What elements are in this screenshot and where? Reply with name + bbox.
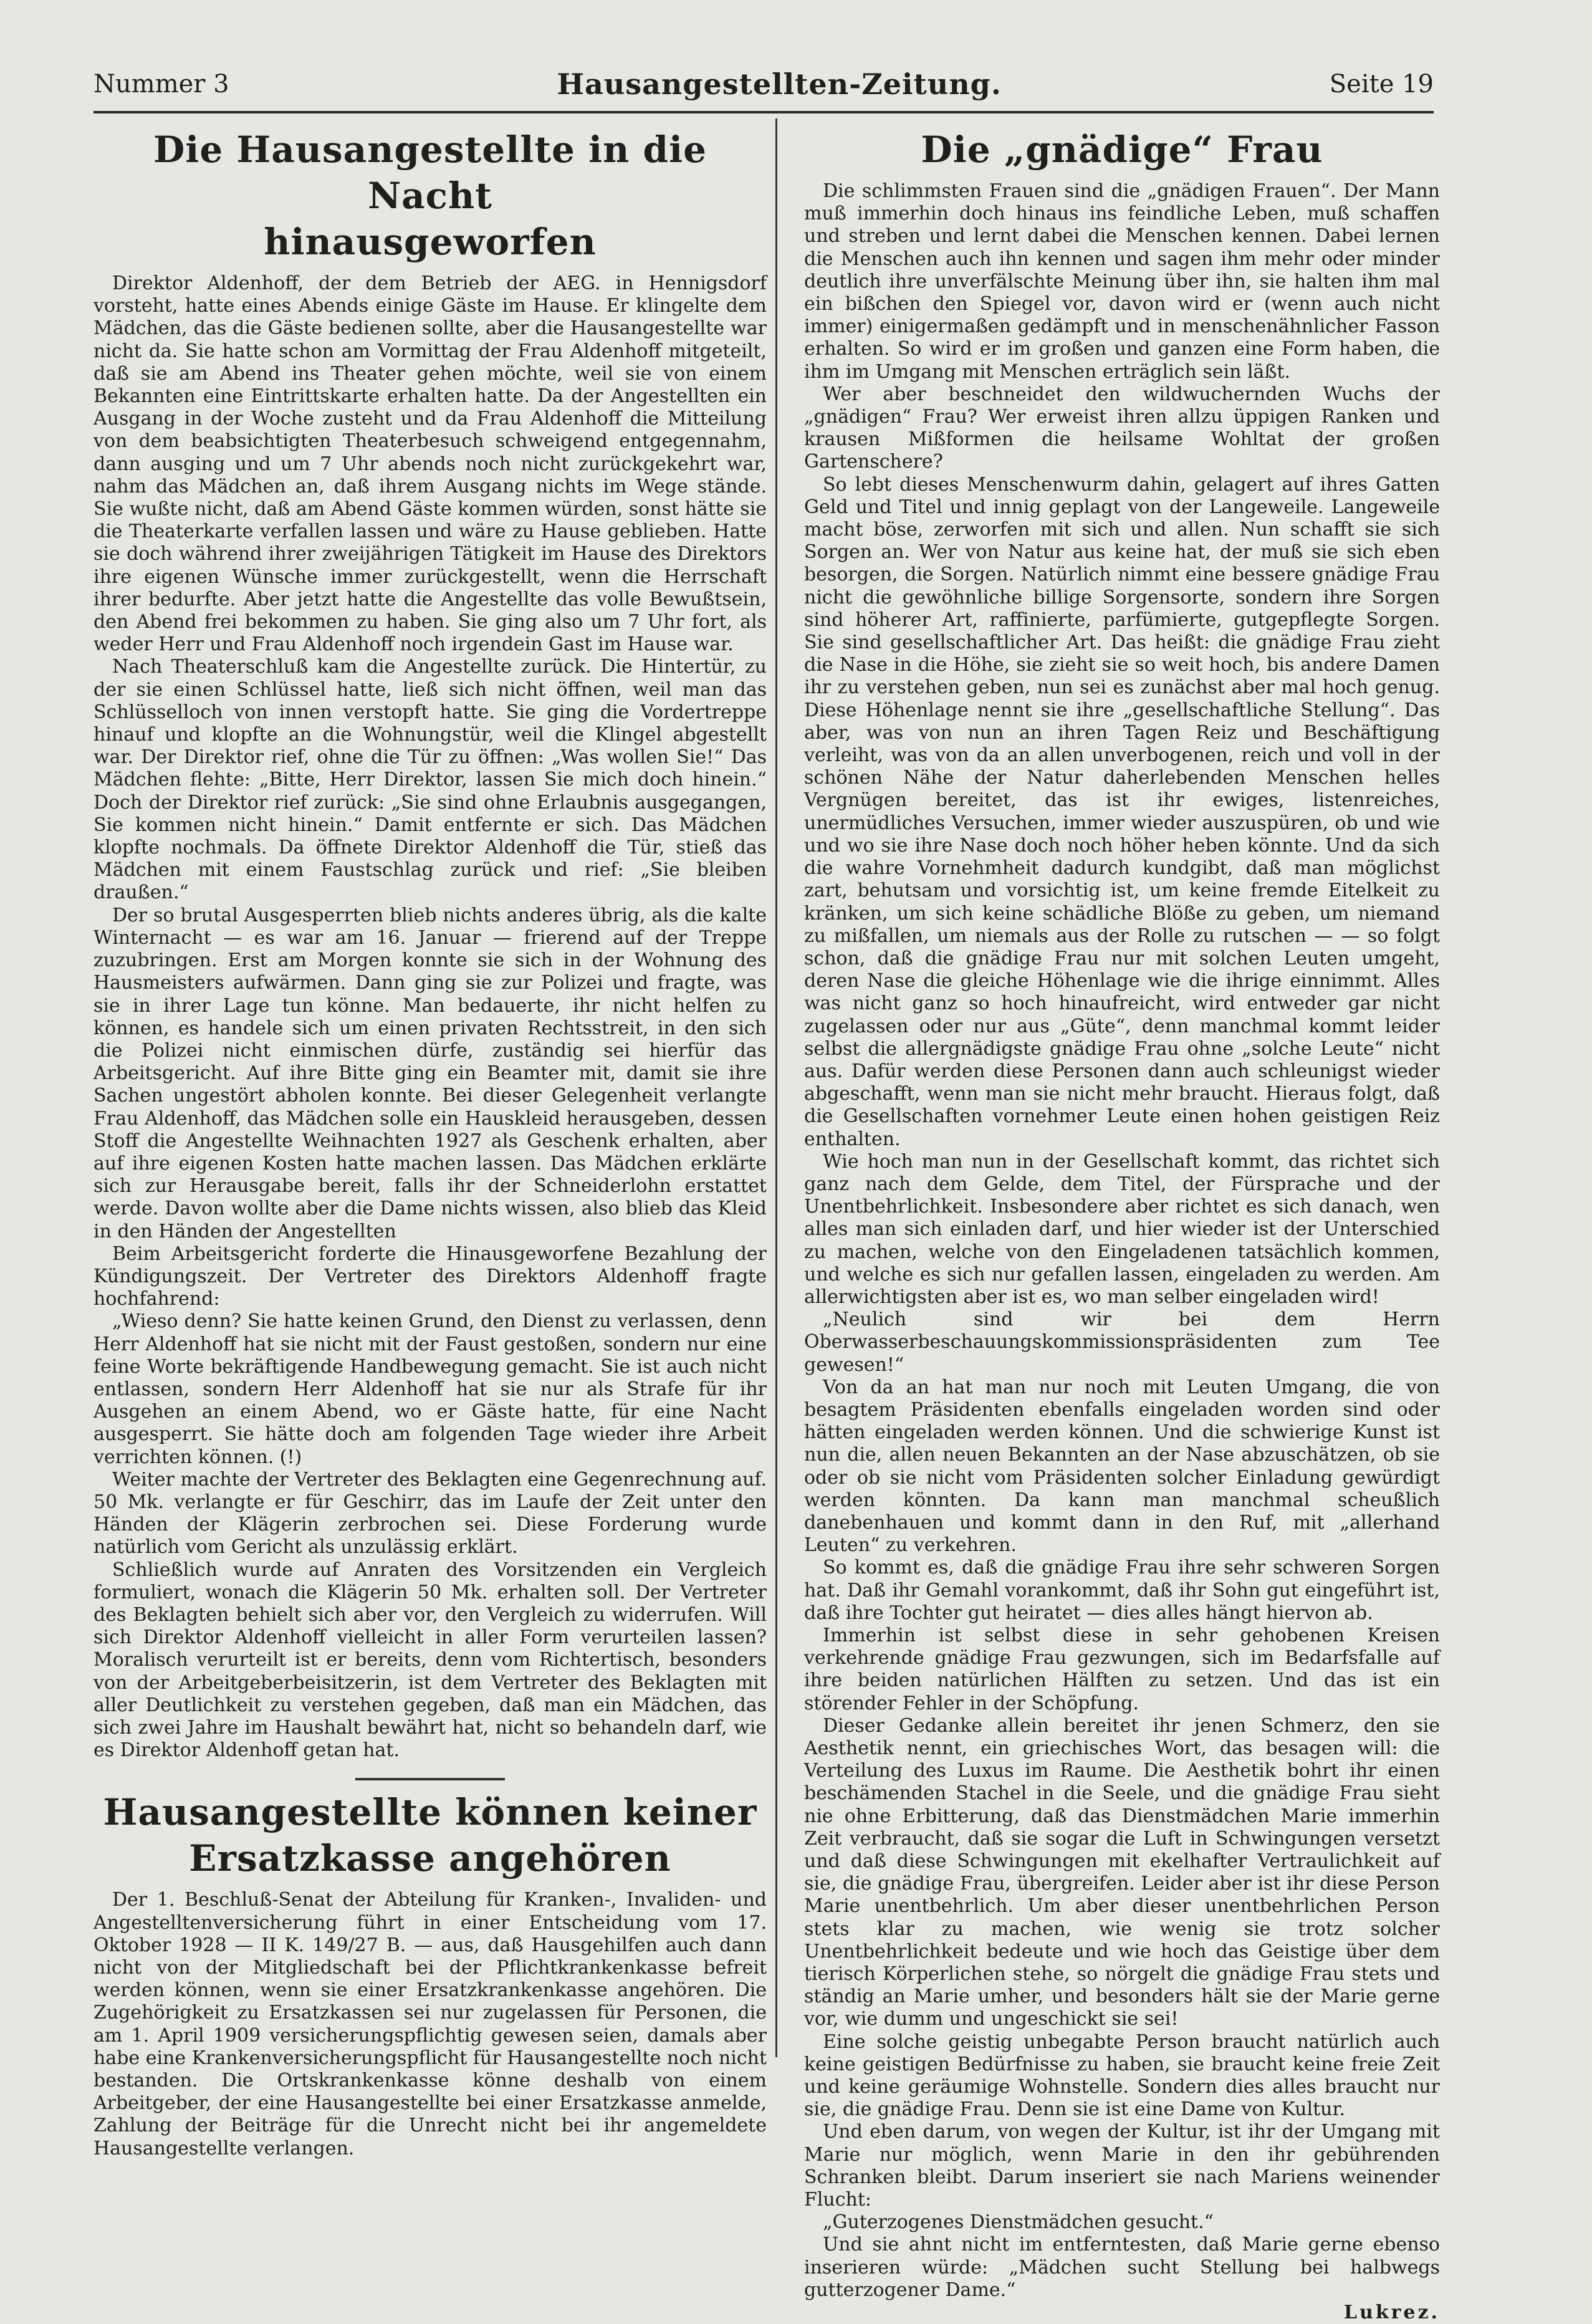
article-paragraph: Weiter machte der Vertreter des Beklagten eine Gegenrechnung auf. 50 Mk. verlangte er für Geschirr, das im Laufe der Zeit unter den Händen der Klägerin zerbrochen sei. Diese Forderung wurde natürlich vom Gericht als unzulässig erklärt. bbox=[94, 1468, 767, 1558]
issue-number: Nummer 3 bbox=[94, 70, 229, 98]
article-paragraph: „Neulich sind wir bei dem Herrn Oberwasserbeschauungskommissionspräsidenten zum Tee gewesen!“ bbox=[804, 1308, 1440, 1376]
article-paragraph: Die schlimmsten Frauen sind die „gnädigen Frauen“. Der Mann muß immerhin doch hinaus ins feindliche Leben, muß schaffen und streben und lernt dabei die Menschen kennen. Dabei lernen die Menschen auch ihn kennen und sagen ihm mehr oder minder deutlich ihre unverfälschte Meinung über ihn, sie halten ihm mal ein bißchen den Spiegel vor, davon wird er (wenn auch nicht immer) einigermaßen gedämpft und in menschenähnlicher Fasson erhalten. So wird er im großen und ganzen eine Form haben, die ihm im Umgang mit Menschen erträglich sein läßt. bbox=[804, 180, 1440, 383]
page-number: Seite 19 bbox=[1329, 70, 1434, 98]
article-paragraph: Direktor Aldenhoff, der dem Betrieb der AEG. in Hennigsdorf vorsteht, hatte eines Abends einige Gäste im Hause. Er klingelte dem Mädchen, das die Gäste bedienen sollte, aber die Hausangestellte war nicht da. Sie hatte schon am Vormittag der Frau Aldenhoff mitgeteilt, daß sie am Abend ins Theater gehen möchte, weil sie von einem Bekannten eine Eintrittskarte erhalten hatte. Da der Angestellten ein Ausgang in der Woche zusteht und da Frau Aldenhoff die Mitteilung von dem beabsichtigten Theaterbesuch schweigend entgegennahm, dann ausging und um 7 Uhr abends noch nicht zurückgekehrt war, nahm das Mädchen an, daß ihrem Ausgang nichts im Wege stände. Sie wußte nicht, daß am Abend Gäste kommen würden, sonst hätte sie die Theaterkarte verfallen lassen und wäre zu Hause geblieben. Hatte sie doch während ihrer zweijährigen Tätigkeit im Hause des Direktors ihre eigenen Wünsche immer zurückgestellt, wenn die Herrschaft ihrer bedurfte. Aber jetzt hatte die Angestellte das volle Bewußtsein, den Abend frei bekommen zu haben. Sie ging also um 7 Uhr fort, als weder Herr und Frau Aldenhoff noch irgendein Gast im Hause war. bbox=[94, 272, 767, 656]
right-column bbox=[804, 122, 1440, 2324]
article-paragraph: Nach Theaterschluß kam die Angestellte zurück. Die Hintertür, zu der sie einen Schlüssel hatte, ließ sich nicht öffnen, weil man das Schlüsselloch von innen verstopft hatte. Sie ging die Vordertreppe hinauf und klopfte an die Wohnungstür, weil die Klingel abgestellt war. Der Direktor rief, ohne die Tür zu öffnen: „Was wollen Sie!“ Das Mädchen flehte: „Bitte, Herr Direktor, lassen Sie mich doch hinein.“ Doch der Direktor rief zurück: „Sie sind ohne Erlaubnis ausgegangen, Sie kommen nicht hinein.“ Damit entfernte er sich. Das Mädchen klopfte nochmals. Da öffnete Direktor Aldenhoff die Tür, stieß das Mädchen mit einem Faustschlag zurück und rief: „Sie bleiben draußen.“ bbox=[94, 656, 767, 904]
article-paragraph: „Guterzogenes Dienstmädchen gesucht.“ bbox=[823, 2211, 1214, 2234]
headline-line-2: hinausgeworfen bbox=[264, 221, 597, 263]
article-paragraph: Der 1. Beschluß-Senat der Abteilung für Kranken-, Invaliden- und Angestelltenversicherung führt in einer Entscheidung vom 17. Oktober 1928 — II K. 149/27 B. — aus, daß Hausgehilfen auch dann nicht von der Mitgliedschaft bei der Pflichtkrankenkasse befreit werden können, wenn sie einer Ersatzkrankenkasse angehören. Die Zugehörigkeit zu Ersatzkassen sei nur zugelassen für Personen, die am 1. April 1909 versicherungspflichtig gewesen seien, damals aber habe eine Krankenversicherungspflicht für Hausangestellte noch nicht bestanden. Die Ortskrankenkasse könne deshalb von einem Arbeitgeber, der eine Hausangestellte bei einer Ersatzkasse anmelde, Zahlung der Beiträge für die Unrecht nicht bei ihr angemeldete Hausangestellte verlangen. bbox=[94, 1889, 767, 2159]
article-paragraph: Immerhin ist selbst diese in sehr gehobenen Kreisen verkehrende gnädige Frau gezwungen, sich im Bedarfsfalle auf ihre beiden natürlichen Hälften zu setzen. Und das ist ein störender Fehler in der Schöpfung. bbox=[804, 1625, 1440, 1714]
article-headline-night bbox=[94, 127, 767, 265]
headline-line-1: Die Hausangestellte in die Nacht bbox=[153, 128, 707, 217]
article-paragraph: Beim Arbeitsgericht forderte die Hinausgeworfene Bezahlung der Kündigungszeit. Der Vertreter des Direktors Aldenhoff fragte hochfahrend: bbox=[94, 1242, 767, 1310]
left-column bbox=[94, 122, 767, 2159]
article-separator bbox=[355, 1778, 505, 1780]
author-signature: Lukrez. bbox=[1343, 2302, 1440, 2324]
headline-line-1: Hausangestellte können keiner bbox=[103, 1791, 757, 1834]
article-paragraph: So lebt dieses Menschenwurm dahin, gelagert auf ihres Gatten Geld und Titel und innig geplagt von der Langeweile. Langeweile macht böse, zerworfen mit sich und allen. Nun schafft sie sich Sorgen an. Wer von Natur aus keine hat, der muß sie sich eben besorgen, die Sorgen. Natürlich nimmt eine bessere gnädige Frau nicht die gewöhnliche billige Sorgensorte, sondern ihre Sorgen sind höherer Art, raffinierte, parfümierte, gutgepflegte Sorgen. Sie sind gesellschaftlicher Art. Das heißt: die gnädige Frau zieht die Nase in die Höhe, sie zieht sie so weit hoch, bis andere Damen ihr zu verstehen geben, nun sei es zunächst aber mal hoch genug. Diese Höhenlage nennt sie ihre „gesellschaftliche Stellung“. Das aber, was von nun an ihren Tagen Reiz und Beschäftigung verleiht, was von da an allen unverbogenen, reich und voll in der schönen Nähe der Natur daherlebenden Menschen helles Vergnügen bereitet, das ist ihr ewiges, listenreiches, unermüdliches Versuchen, immer wieder auszuspüren, ob und wie und wo sie ihre Nase doch noch höher heben könnte. Und da sich die wahre Vornehmheit dadurch kundgibt, daß man möglichst zart, behutsam und vorsichtig ist, um keine fremde Eitelkeit zu kränken, um sich keine schädliche Blöße zu geben, um niemand zu mißfallen, um niemals aus der Rolle zu rutschen — — so folgt schon, daß die gnädige Frau nur mit solchen Leuten umgeht, deren Nase die gleiche Höhenlage wie die ihrige einnimmt. Alles was nicht ganz so hoch hinaufreicht, wird entweder gar nicht zugelassen oder nur aus „Güte“, denn manchmal kommt leider selbst die allergnädigste gnädige Frau ohne „solche Leute“ nicht aus. Dafür werden diese Personen dann auch schleunigst wieder abgeschafft, wenn man sie nicht mehr braucht. Hieraus folgt, daß die Gesellschaften vornehmer Leute einen hohen geistigen Reiz enthalten. bbox=[804, 473, 1440, 1150]
column-divider bbox=[775, 118, 777, 2057]
article-paragraph: Wie hoch man nun in der Gesellschaft kommt, das richtet sich ganz nach dem Gelde, dem Titel, der Fürsprache und der Unentbehrlichkeit. Insbesondere aber richtet es sich danach, wen alles man sich einladen darf, und hier wieder ist der Unterschied zu machen, welche von den Eingeladenen tatsächlich kommen, und welche es sich nur gefallen lassen, eingeladen zu werden. Am allerwichtigsten aber ist es, wo man selber eingeladen wird! bbox=[804, 1150, 1440, 1308]
newspaper-title: Hausangestellten-Zeitung. bbox=[557, 67, 1002, 101]
article-headline-gnaedige-frau: Die „gnädige“ Frau bbox=[921, 128, 1323, 171]
header-divider bbox=[94, 111, 1434, 113]
article-paragraph: Und sie ahnt nicht im entferntesten, daß Marie gerne ebenso inserieren würde: „Mädchen sucht Stellung bei halbwegs gutterzogener Dame.“ bbox=[804, 2234, 1440, 2301]
article-paragraph: Der so brutal Ausgesperrten blieb nichts anderes übrig, als die kalte Winternacht — es war am 16. Januar — frierend auf der Treppe zuzubringen. Erst am Morgen konnte sie sich in der Wohnung des Hausmeisters aufwärmen. Dann ging sie zur Polizei und fragte, was sie in ihrer Lage tun könne. Man bedauerte, ihr nicht helfen zu können, es handele sich um einen privaten Rechtsstreit, in den sich die Polizei nicht einmischen dürfe, zuständig sei hierfür das Arbeitsgericht. Auf ihre Bitte ging ein Beamter mit, damit sie ihre Sachen ungestört abholen konnte. Bei dieser Gelegenheit verlangte Frau Aldenhoff, das Mädchen solle ein Hauskleid herausgeben, dessen Stoff die Angestellte Weihnachten 1927 als Geschenk erhalten, aber auf ihre eigenen Kosten hatte machen lassen. Das Mädchen erklärte sich zur Herausgabe bereit, falls ihr der Schneiderlohn erstattet werde. Davon wollte aber die Dame nichts wissen, also blieb das Kleid in den Händen der Angestellten bbox=[94, 904, 767, 1242]
article-paragraph: Wer aber beschneidet den wildwuchernden Wuchs der „gnädigen“ Frau? Wer erweist ihren allzu üppigen Ranken und krausen Mißformen die heilsame Wohltat der großen Gartenschere? bbox=[804, 383, 1440, 473]
article-headline-ersatzkasse bbox=[94, 1789, 767, 1881]
headline-line-2: Ersatzkasse angehören bbox=[189, 1837, 671, 1880]
article-paragraph: Schließlich wurde auf Anraten des Vorsitzenden ein Vergleich formuliert, wonach die Klägerin 50 Mk. erhalten soll. Der Vertreter des Beklagten behielt sich aber vor, den Vergleich zu widerrufen. Will sich Direktor Aldenhoff vielleicht in aller Form verurteilen lassen? Moralisch verurteilt ist er bereits, denn vom Richtertisch, besonders von der Arbeitgeberbeisitzerin, ist dem Vertreter des Beklagten mit aller Deutlichkeit zu verstehen gegeben, daß man ein Mädchen, das sich zwei Jahre im Haushalt bewährt hat, nicht so behandeln darf, wie es Direktor Aldenhoff getan hat. bbox=[94, 1558, 767, 1762]
article-paragraph: Und eben darum, von wegen der Kultur, ist ihr der Umgang mit Marie nur möglich, wenn Marie in den ihr gebührenden Schranken bleibt. Darum inseriert sie nach Mariens weinender Flucht: bbox=[804, 2121, 1440, 2211]
article-paragraph: Dieser Gedanke allein bereitet ihr jenen Schmerz, den sie Aesthetik nennt, ein griechisches Wort, das besagen will: die Verteilung des Luxus im Raume. Die Aesthetik bohrt ihr einen beschämenden Stachel in die Seele, und die gnädige Frau sieht nie ohne Erbitterung, daß das Dienstmädchen Marie immerhin Zeit verbraucht, daß sie sogar die Luft in Schwingungen versetzt und daß diese Schwingungen mit ekelhafter Vertraulichkeit auf sie, die gnädige Frau, übergreifen. Leider aber ist ihr diese Person Marie unentbehrlich. Um aber dieser unentbehrlichen Person stets klar zu machen, wie wenig sie trotz solcher Unentbehrlichkeit bedeute und wie hoch das Geistige über dem tierisch Körperlichen stehe, so nörgelt die gnädige Frau stets und ständig an Marie umher, und besonders hält sie der Marie gerne vor, wie dumm und ungeschickt sie sei! bbox=[804, 1714, 1440, 2030]
running-head bbox=[94, 59, 1434, 109]
article-paragraph: Eine solche geistig unbegabte Person braucht natürlich auch keine geistigen Bedürfnisse zu haben, sie braucht keine freie Zeit und keine geräumige Wohnstelle. Sondern dies alles braucht nur sie, die gnädige Frau. Denn sie ist eine Dame von Kultur. bbox=[804, 2030, 1440, 2121]
article-paragraph: So kommt es, daß die gnädige Frau ihre sehr schweren Sorgen hat. Daß ihr Gemahl vorankommt, daß ihr Sohn gut eingeführt ist, daß ihre Tochter gut heiratet — dies alles hängt hiervon ab. bbox=[804, 1557, 1440, 1624]
article-paragraph: Von da an hat man nur noch mit Leuten Umgang, die von besagtem Präsidenten ebenfalls eingeladen worden sind oder hätten eingeladen werden können. Und die schwierige Kunst ist nun die, allen neuen Bekannten an der Nase abzuschätzen, ob sie oder ob sie nicht vom Präsidenten solcher Einladung gewürdigt werden könnten. Da kann man manchmal scheußlich danebenhauen und kommt dann in den Ruf, mit „allerhand Leuten“ zu verkehren. bbox=[804, 1376, 1440, 1557]
article-paragraph: „Wieso denn? Sie hatte keinen Grund, den Dienst zu verlassen, denn Herr Aldenhoff hat sie nicht mit der Faust gestoßen, sondern nur eine feine Worte bekräftigende Handbewegung gemacht. Sie ist auch nicht entlassen, sondern Herr Aldenhoff hat sie nur als Strafe für ihr Ausgehen an einem Abend, wo er Gäste hatte, für eine Nacht ausgesperrt. Sie hätte doch am folgenden Tage wieder ihre Arbeit verrichten können. (!) bbox=[94, 1310, 767, 1468]
